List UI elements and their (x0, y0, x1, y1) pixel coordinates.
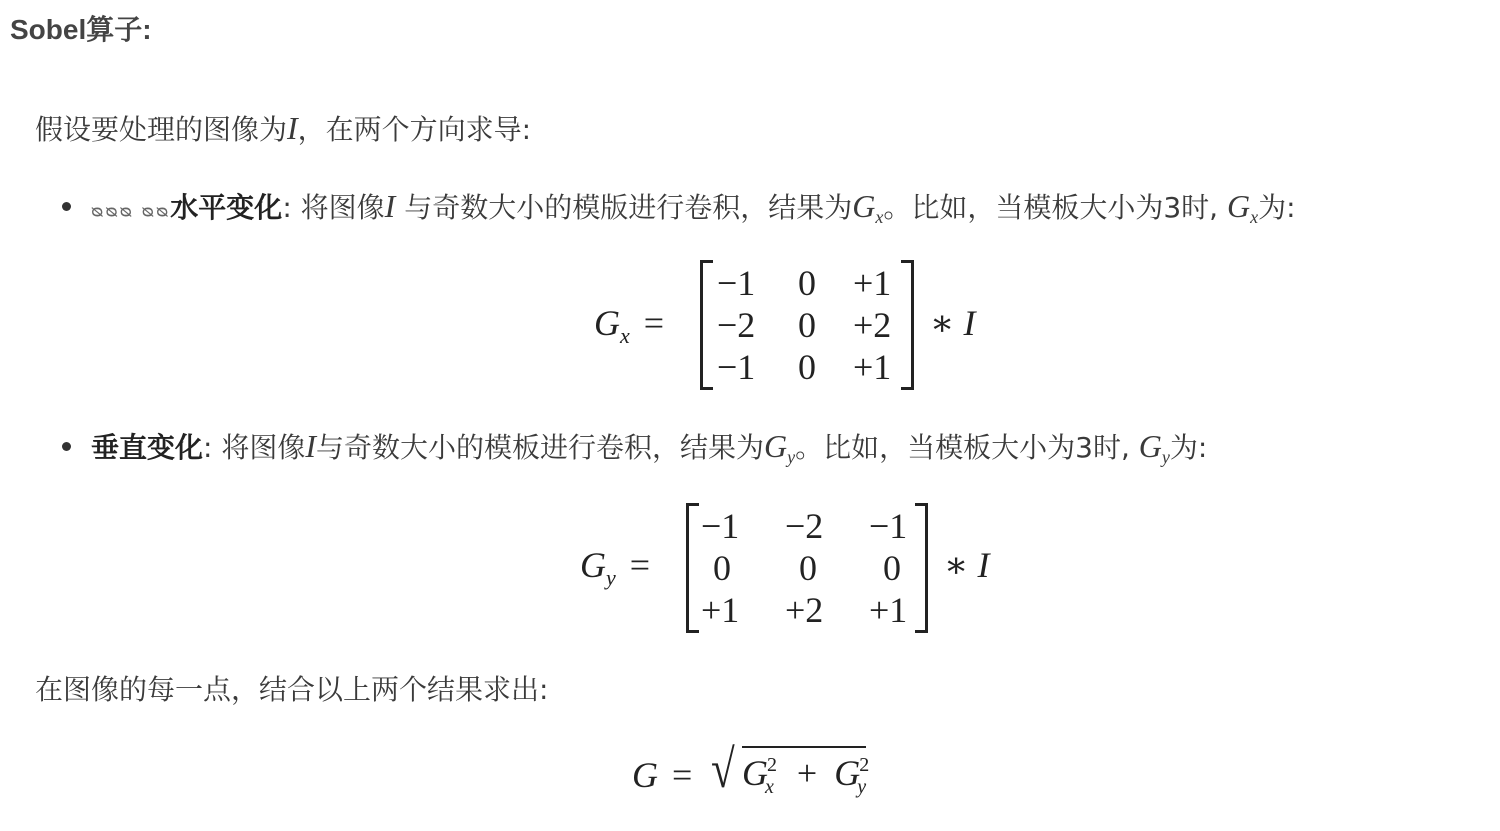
formula-magnitude-lhs: G = (632, 755, 693, 795)
matrix-cell: 0 (798, 305, 816, 345)
intro-var-i: I (287, 110, 298, 146)
bullet-dot (62, 202, 71, 211)
bullet-dot (62, 442, 71, 451)
matrix-gx (700, 260, 914, 390)
matrix-cell: −1 (869, 506, 908, 546)
glitch-glyphs: ᴓᴓᴓ ᴓᴓ (91, 201, 171, 222)
matrix-cell: −1 (717, 263, 756, 303)
bullet1-text-1: : 将图像 (282, 191, 385, 224)
matrix-cell: 0 (883, 548, 901, 588)
bullet1-var-gx-2: $G_x$ (1226, 188, 1259, 227)
formula-gy-lhs: $G_y$ = (580, 545, 651, 590)
matrix-gy (686, 503, 928, 633)
matrix-cell: 0 (713, 548, 731, 588)
bullet-title-vertical: 垂直变化 (91, 431, 204, 464)
bullet1-var-gx: $G_x$ (852, 188, 884, 227)
matrix-cell: 0 (798, 263, 816, 303)
matrix-cell: −1 (701, 506, 740, 546)
bullet1-text-4: 为: (1258, 191, 1296, 224)
matrix-cell: −2 (785, 506, 824, 546)
formula-gx-lhs: $G_x$ = (594, 303, 665, 348)
sqrt-radicand: $G^2_x + G^2_y$ (742, 746, 866, 799)
matrix-cell: +1 (853, 263, 892, 303)
bullet2-text-3: 。比如，当模板大小为3时, (795, 431, 1130, 464)
matrix-cell: +2 (853, 305, 892, 345)
bullet-title-horizontal: 水平变化 (170, 191, 283, 224)
intro-paragraph (35, 108, 531, 148)
matrix-cell: 0 (799, 548, 817, 588)
formula-gy-rhs: ∗ I (944, 545, 990, 585)
formula-gx-rhs: ∗ I (930, 303, 976, 343)
matrix-cell: 0 (798, 347, 816, 387)
bullet1-var-i: I (384, 188, 396, 224)
matrix-cell: +1 (853, 347, 892, 387)
matrix-cell: −1 (717, 347, 756, 387)
bullet2-var-gy-2: $G_y$ (1138, 428, 1170, 467)
intro-text-before: 假设要处理的图像为 (35, 113, 288, 146)
matrix-cell: +1 (701, 590, 740, 630)
bullet2-text-1: : 将图像 (203, 431, 306, 464)
bullet2-var-i: I (305, 428, 317, 464)
matrix-cell: +1 (869, 590, 908, 630)
bullet-horizontal (62, 186, 1296, 228)
section-heading: Sobel算子: (10, 14, 152, 45)
bullet1-text-3: 。比如，当模板大小为3时, (883, 191, 1219, 224)
bullet-vertical (62, 426, 1207, 468)
bullet1-text-2: 与奇数大小的模版进行卷积，结果为 (395, 191, 853, 224)
intro-text-after: ，在两个方向求导: (297, 113, 532, 146)
bullet2-var-gy: $G_y$ (764, 428, 796, 467)
bullet2-text-2: 与奇数大小的模板进行卷积，结果为 (316, 431, 765, 464)
bullet2-text-4: 为: (1169, 431, 1208, 464)
matrix-cell: +2 (785, 590, 824, 630)
outro-paragraph: 在图像的每一点，结合以上两个结果求出: (35, 673, 549, 706)
sqrt-icon: √ (710, 739, 735, 799)
matrix-cell: −2 (717, 305, 756, 345)
